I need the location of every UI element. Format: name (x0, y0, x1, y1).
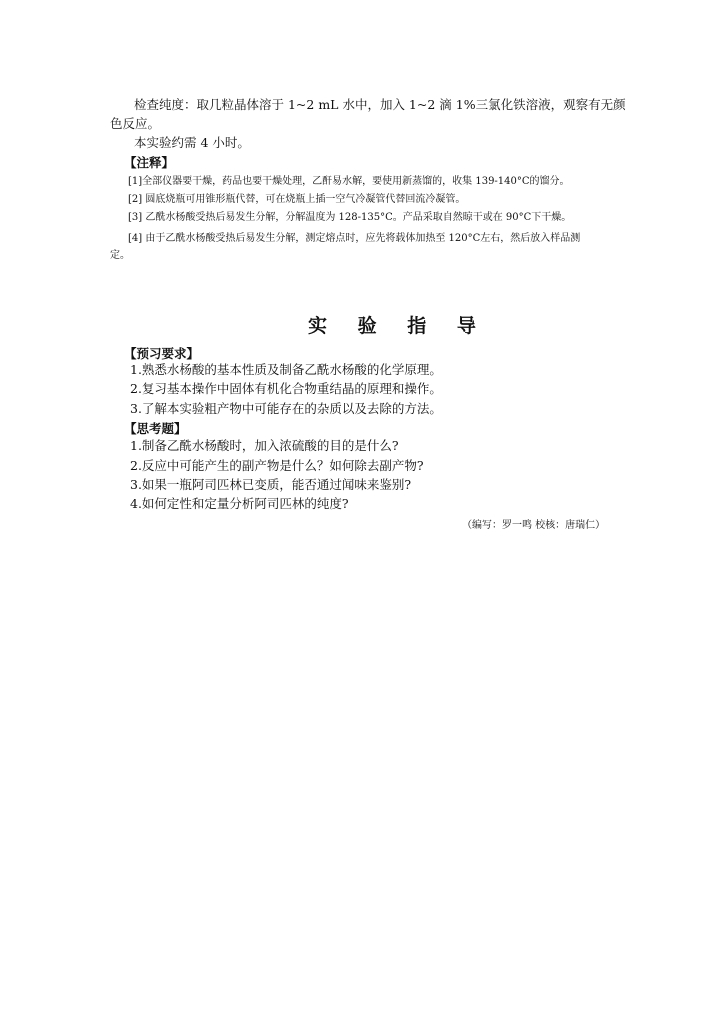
note-4-continued: 定。 (110, 250, 130, 261)
note-2: [2] 圆底烧瓶可用锥形瓶代替，可在烧瓶上插一空气冷凝管代替回流冷凝管。 (128, 194, 466, 205)
author-signature: （编写：罗一鸣 校核：唐瑞仁） (462, 520, 606, 531)
purity-check-line-1: 检查纯度：取几粒晶体溶于 1~2 mL 水中，加入 1~2 滴 1%三氯化铁溶液，观察有无颜 (134, 97, 626, 112)
preview-heading: 【预习要求】 (124, 346, 200, 361)
preview-item-2: 2.复习基本操作中固体有机化合物重结晶的原理和操作。 (130, 381, 442, 396)
questions-heading: 【思考题】 (124, 421, 187, 436)
question-1: 1.制备乙酰水杨酸时，加入浓硫酸的目的是什么? (130, 438, 399, 453)
purity-check-line-2: 色反应。 (110, 116, 161, 131)
note-1: [1]全部仪器要干燥，药品也要干燥处理，乙酐易水解，要使用新蒸馏的，收集 139-140°C的馏分。 (128, 176, 570, 187)
note-3: [3] 乙酰水杨酸受热后易发生分解，分解温度为 128-135°C。产品采取自然晾干或在 90°C下干燥。 (128, 212, 572, 223)
question-2: 2.反应中可能产生的副产物是什么？如何除去副产物? (130, 458, 424, 473)
question-4: 4.如何定性和定量分析阿司匹林的纯度? (130, 496, 349, 511)
section-title: 实 验 指 导 (308, 315, 488, 337)
note-4: [4] 由于乙酰水杨酸受热后易发生分解，测定熔点时，应先将载体加热至 120°C左右，然后放入样品测 (128, 233, 581, 244)
duration-text: 本实验约需 4 小时。 (134, 135, 250, 150)
notes-heading: 【注释】 (124, 155, 175, 170)
preview-item-3: 3.了解本实验粗产物中可能存在的杂质以及去除的方法。 (130, 401, 442, 416)
question-3: 3.如果一瓶阿司匹林已变质，能否通过闻味来鉴别? (130, 477, 412, 492)
preview-item-1: 1.熟悉水杨酸的基本性质及制备乙酰水杨酸的化学原理。 (130, 362, 442, 377)
